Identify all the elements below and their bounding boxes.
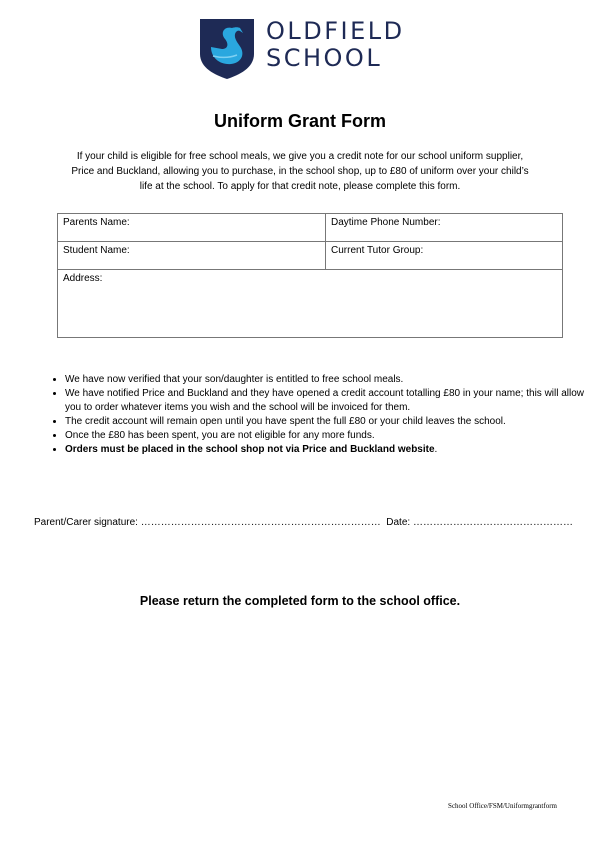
page-title: Uniform Grant Form (213, 111, 386, 131)
intro-line: life at the school. To apply for that credit note, please complete this form. (139, 181, 461, 192)
tutor-group-label: Current Tutor Group: (331, 245, 424, 256)
parents-name-label: Parents Name: (63, 217, 130, 228)
list-item: • The credit account will remain open until you have spent the full £80 or your child leaves the school. (65, 415, 590, 429)
school-logo (199, 18, 405, 80)
parents-name-field[interactable] (58, 214, 326, 242)
student-name-label: Student Name: (63, 245, 130, 256)
signature-label: Parent/Carer signature: (34, 517, 141, 528)
list-item: • We have now verified that your son/daughter is entitled to free school meals. (65, 373, 590, 387)
date-field[interactable]: ………………………………………… (412, 517, 573, 528)
list-item: • Once the £80 has been spent, you are not eligible for any more funds. (65, 429, 590, 443)
orders-notice-period: . (434, 444, 438, 455)
orders-notice: Orders must be placed in the school shop not via Price and Buckland website (65, 444, 435, 455)
return-instruction: Please return the completed form to the school office. (139, 594, 461, 608)
student-name-field[interactable] (58, 242, 326, 270)
intro-line: If your child is eligible for free school meals, we give you a credit note for our school uniform supplier, (76, 151, 524, 162)
list-item-bold (65, 443, 590, 457)
notes-list (38, 373, 590, 457)
swan-shield-icon (199, 18, 255, 80)
date-label: Date: (380, 517, 413, 528)
signature-field[interactable]: ……………………………………………………………… (140, 517, 381, 528)
address-field[interactable] (58, 270, 563, 338)
signature-line (34, 517, 573, 528)
intro-paragraph (55, 149, 545, 194)
logo-name-line2: SCHOOL (266, 44, 383, 72)
daytime-phone-label: Daytime Phone Number: (331, 217, 441, 228)
address-label: Address: (63, 273, 103, 284)
tutor-group-field[interactable] (326, 242, 563, 270)
logo-name-line1: OLDFIELD (266, 17, 405, 45)
details-form-table (57, 213, 563, 338)
intro-line: Price and Buckland, allowing you to purchase, in the school shop, up to £80 of uniform over your child’s (71, 166, 529, 177)
list-item: • We have notified Price and Buckland and they have opened a credit account totalling £80 in your name; this will allow you to order whatever items you wish and the school will be invoiced for them. (65, 387, 590, 415)
footer-reference: School Office/FSM/Uniformgrantform (448, 802, 557, 810)
daytime-phone-field[interactable] (326, 214, 563, 242)
